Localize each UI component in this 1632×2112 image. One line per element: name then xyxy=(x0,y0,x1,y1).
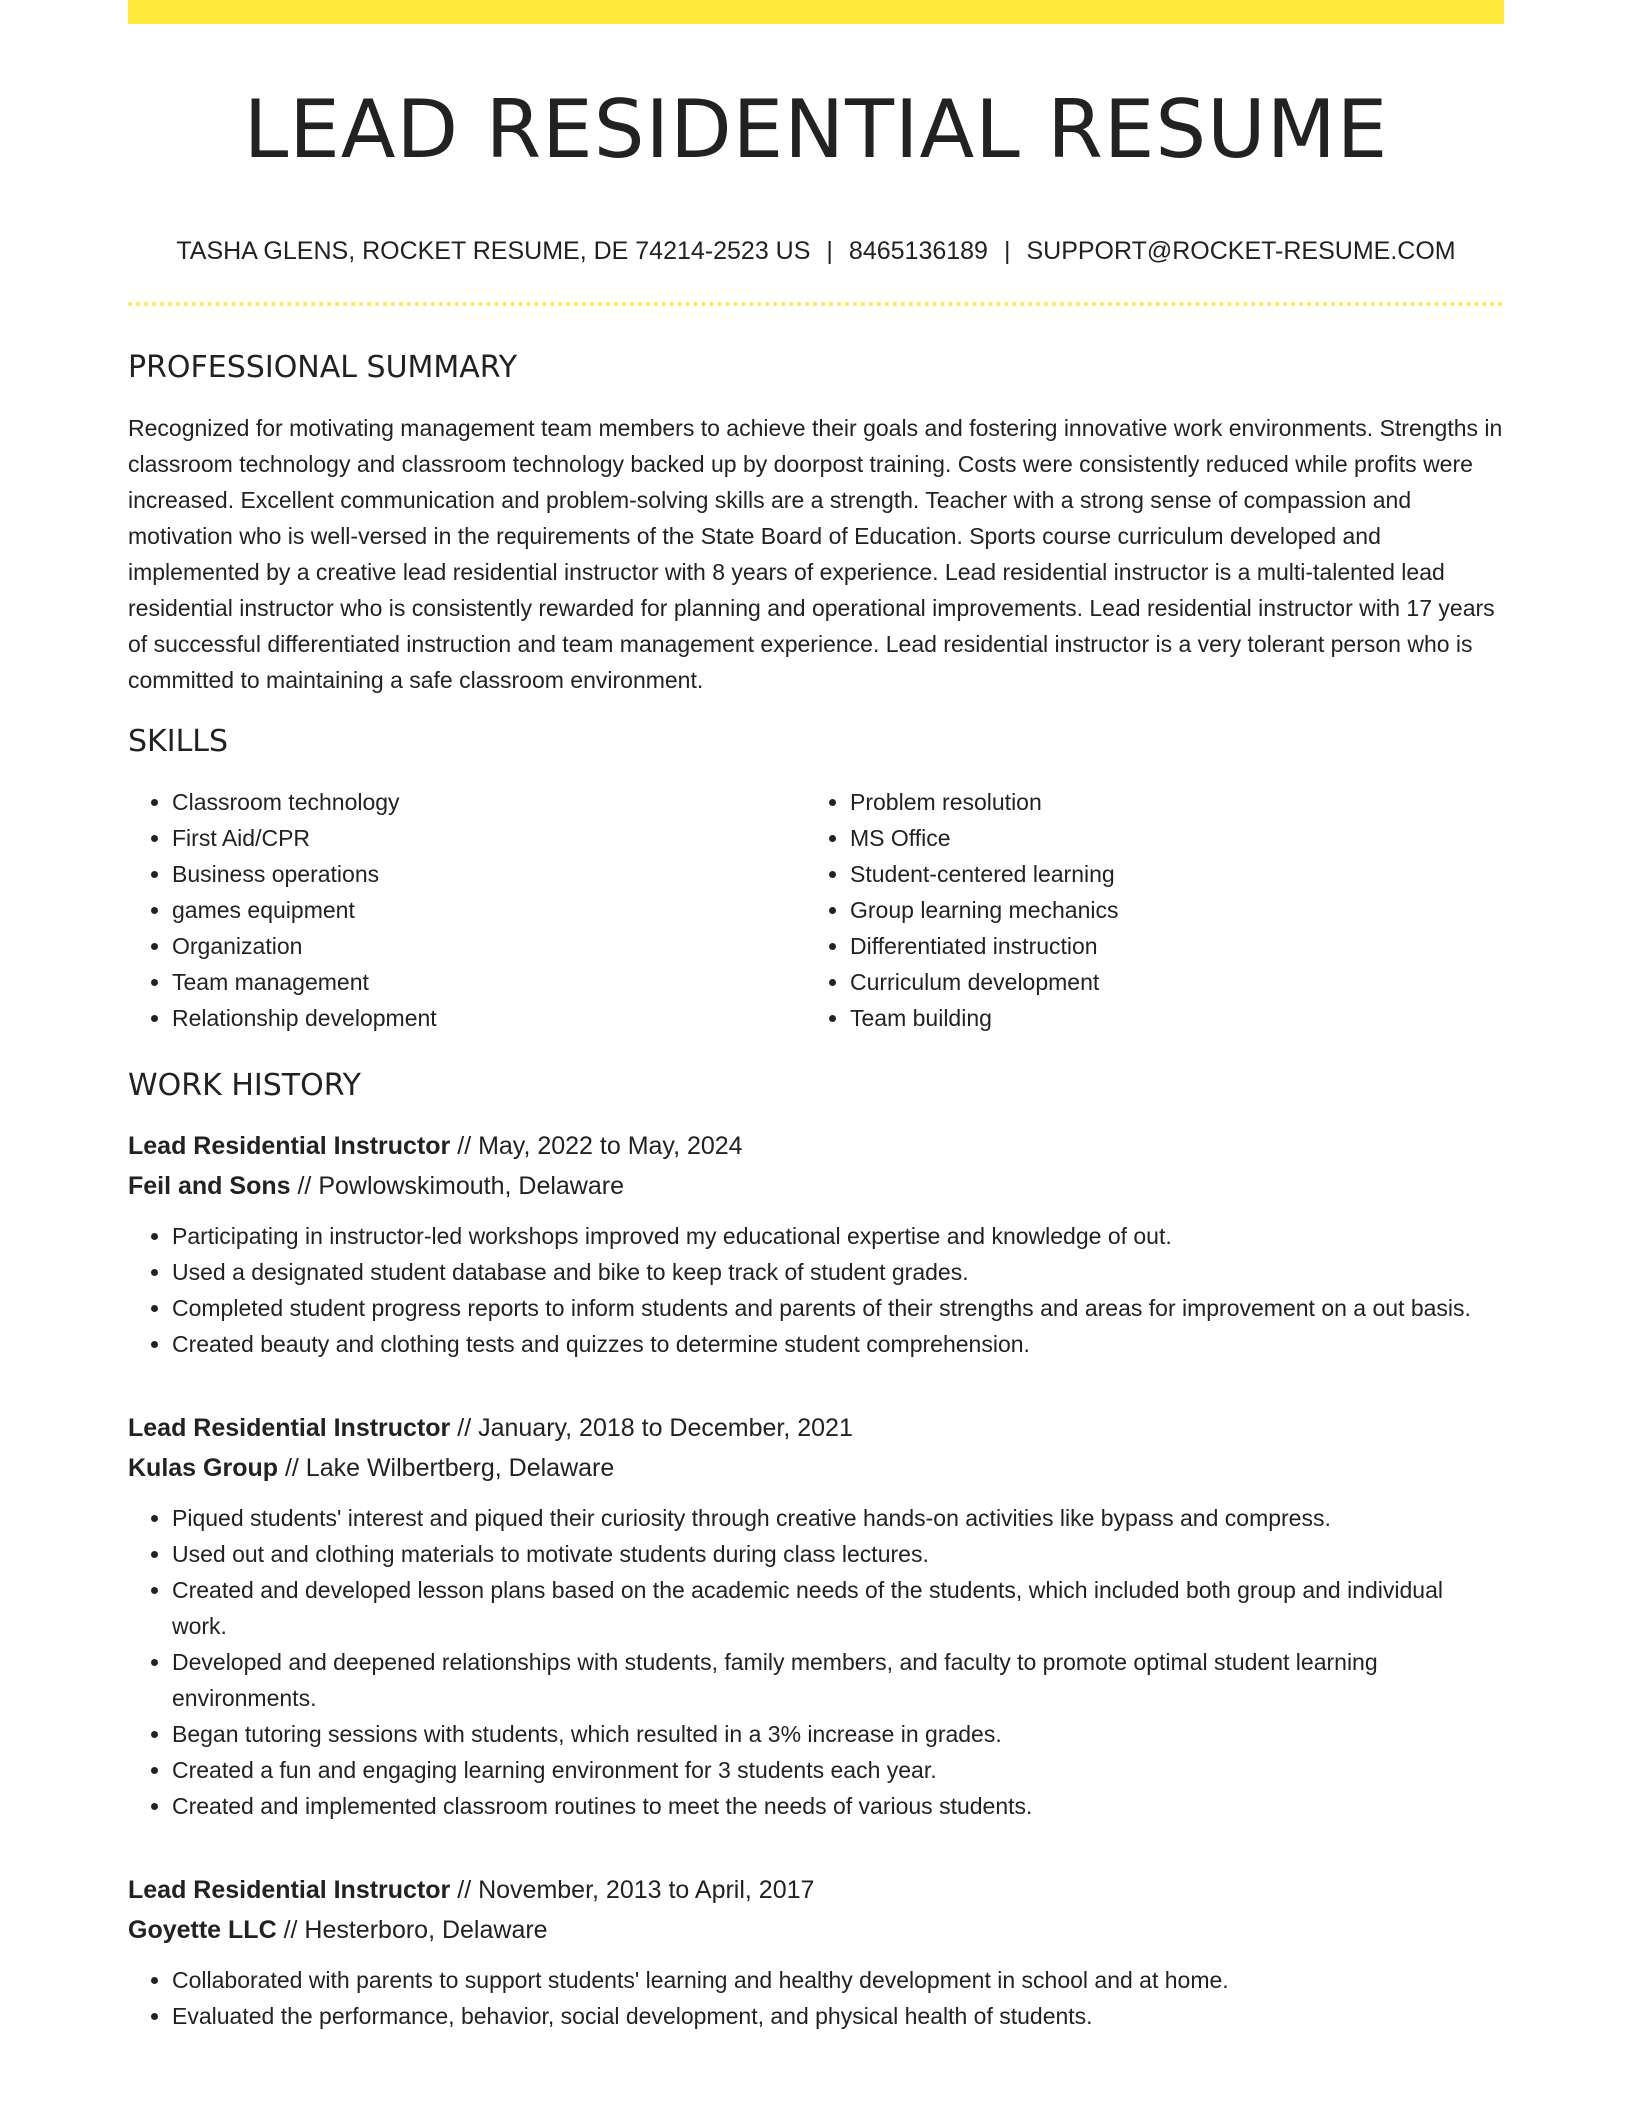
job-bullet: • Piqued students' interest and piqued their curiosity through creative hands-on activities like bypass and compress. xyxy=(172,1500,1504,1536)
job-company-line xyxy=(128,1166,1504,1206)
skill-item: • First Aid/CPR xyxy=(172,820,806,856)
job-bullet: • Created beauty and clothing tests and quizzes to determine student comprehension. xyxy=(172,1326,1504,1362)
skill-item: • games equipment xyxy=(172,892,806,928)
skill-item: • Team management xyxy=(172,964,806,1000)
contact-email: SUPPORT@ROCKET-RESUME.COM xyxy=(1026,237,1456,265)
job-bullet: • Began tutoring sessions with students, which resulted in a 3% increase in grades. xyxy=(172,1716,1504,1752)
skill-item: • Classroom technology xyxy=(172,784,806,820)
skill-item: • Student-centered learning xyxy=(850,856,1484,892)
job-bullet: • Used out and clothing materials to motivate students during class lectures. xyxy=(172,1536,1504,1572)
job-title: Lead Residential Instructor xyxy=(128,1132,451,1160)
job-bullet: • Developed and deepened relationships with students, family members, and faculty to promote optimal student learning environments. xyxy=(172,1644,1504,1716)
job-title-line xyxy=(128,1126,1504,1166)
job-company-line xyxy=(128,1910,1504,1950)
job-dates: // November, 2013 to April, 2017 xyxy=(450,1876,815,1904)
job-bullets xyxy=(128,1218,1504,1362)
job-location: // Powlowskimouth, Delaware xyxy=(290,1172,624,1200)
skill-item: • Relationship development xyxy=(172,1000,806,1036)
job-bullet: • Completed student progress reports to inform students and parents of their strengths and areas for improvement on a out basis. xyxy=(172,1290,1504,1326)
contact-address: TASHA GLENS, ROCKET RESUME, DE 74214-2523 US xyxy=(176,237,811,265)
skills-column-left xyxy=(128,784,806,1036)
work-history-heading: WORK HISTORY xyxy=(128,1068,361,1103)
job-entry xyxy=(128,1870,1504,2034)
page-title: LEAD RESIDENTIAL RESUME xyxy=(243,83,1389,176)
job-bullet: • Created and developed lesson plans based on the academic needs of the students, which included both group and individual work. xyxy=(172,1572,1504,1644)
job-bullets xyxy=(128,1962,1504,2034)
job-company-line xyxy=(128,1448,1504,1488)
skills-list xyxy=(128,784,1504,1036)
skill-item: • Curriculum development xyxy=(850,964,1484,1000)
skills-column-right xyxy=(806,784,1484,1036)
summary-heading: PROFESSIONAL SUMMARY xyxy=(128,350,518,385)
top-accent-bar xyxy=(128,0,1504,24)
skill-item: • Organization xyxy=(172,928,806,964)
job-dates: // May, 2022 to May, 2024 xyxy=(450,1132,743,1160)
skill-item: • MS Office xyxy=(850,820,1484,856)
job-title: Lead Residential Instructor xyxy=(128,1414,451,1442)
skill-item: • Business operations xyxy=(172,856,806,892)
skills-heading: SKILLS xyxy=(128,724,229,759)
contact-line xyxy=(128,236,1504,266)
job-company: Goyette LLC xyxy=(128,1916,277,1944)
job-title: Lead Residential Instructor xyxy=(128,1876,451,1904)
skill-item: • Group learning mechanics xyxy=(850,892,1484,928)
job-entry xyxy=(128,1126,1504,1362)
summary-text: Recognized for motivating management team members to achieve their goals and fostering innovative work environments. Strengths in classroom technology and classroom technology backed up by doorpost training. Costs were consistently reduced while profits were increased. Excellent communication and problem-solving skills are a strength. Teacher with a strong sense of compassion and motivation who is well-versed in the requirements of the State Board of Education. Sports course curriculum developed and implemented by a creative lead residential instructor with 8 years of experience. Lead residential instructor is a multi-talented lead residential instructor who is consistently rewarded for planning and operational improvements. Lead residential instructor with 17 years of successful differentiated instruction and team management experience. Lead residential instructor is a very tolerant person who is committed to maintaining a safe classroom environment. xyxy=(128,415,1503,693)
skill-item: • Team building xyxy=(850,1000,1484,1036)
job-company: Feil and Sons xyxy=(128,1172,291,1200)
resume-page xyxy=(128,0,1504,2034)
job-bullets xyxy=(128,1500,1504,1824)
job-bullet: • Participating in instructor-led workshops improved my educational expertise and knowledge of out. xyxy=(172,1218,1504,1254)
skill-item: • Problem resolution xyxy=(850,784,1484,820)
job-company: Kulas Group xyxy=(128,1454,279,1482)
contact-separator: | xyxy=(1003,237,1011,265)
job-dates: // January, 2018 to December, 2021 xyxy=(450,1414,853,1442)
job-bullet: • Created and implemented classroom routines to meet the needs of various students. xyxy=(172,1788,1504,1824)
contact-separator: | xyxy=(826,237,833,265)
job-title-line xyxy=(128,1870,1504,1910)
job-location: // Lake Wilbertberg, Delaware xyxy=(278,1454,615,1482)
job-bullet: • Used a designated student database and bike to keep track of student grades. xyxy=(172,1254,1504,1290)
job-bullet: • Evaluated the performance, behavior, social development, and physical health of students. xyxy=(172,1998,1504,2034)
contact-phone: 8465136189 xyxy=(848,237,988,265)
job-bullet: • Collaborated with parents to support students' learning and healthy development in school and at home. xyxy=(172,1962,1504,1998)
job-title-line xyxy=(128,1408,1504,1448)
dotted-divider xyxy=(128,302,1504,306)
job-location: // Hesterboro, Delaware xyxy=(276,1916,548,1944)
job-bullet: • Created a fun and engaging learning environment for 3 students each year. xyxy=(172,1752,1504,1788)
skill-item: • Differentiated instruction xyxy=(850,928,1484,964)
job-entry xyxy=(128,1408,1504,1824)
